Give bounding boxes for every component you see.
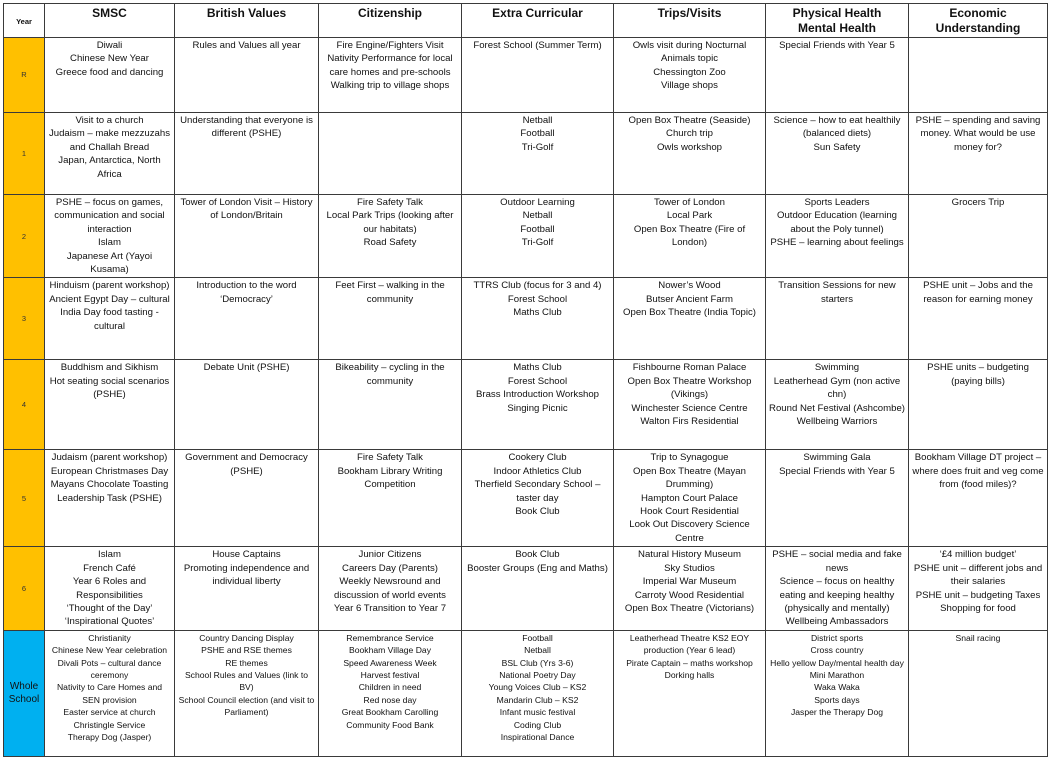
table-row [4,360,1048,450]
cell-line: Remembrance Service [346,632,434,643]
table-cell [614,630,766,756]
header-label: Economic [949,6,1007,20]
table-cell [614,195,766,278]
table-cell [766,450,909,547]
cell-line: Sports Leaders [804,197,870,208]
cell-line: Red nose day [363,694,417,705]
cell-line: Greece food and dancing [55,66,164,78]
cell-line: Community Food Bank [346,719,434,730]
cell-line: Fire Engine/Fighters Visit [336,40,444,51]
cell-line: Islam [98,237,121,249]
table-cell [614,113,766,195]
cell-line: PSHE unit – Jobs and the reason for earning money [923,280,1033,305]
table-cell [462,195,614,278]
cell-line: PSHE and RSE themes [201,645,292,656]
table-cell [319,278,462,360]
table-cell [909,278,1048,360]
header-label: Mental Health [797,21,876,35]
table-cell [462,547,614,630]
table-row [4,630,1048,756]
cell-line: Science – how to eat healthily (balanced diets) [773,115,901,140]
cell-line: Rules and Values all year [192,40,301,51]
cell-line: BSL Club (Yrs 3-6) [501,657,574,668]
table-cell [175,360,319,450]
table-cell [45,547,175,630]
year-cell: 6 [4,547,45,630]
cell-line: Buddhism and Sikhism [60,362,159,374]
cell-line: Tri-Golf [521,237,554,249]
year-cell: Whole School [4,630,45,756]
cell-line: Singing Picnic [507,402,568,414]
cell-line: Booster Groups (Eng and Maths) [467,562,608,574]
cell-line: Open Box Theatre (Seaside) [628,115,751,126]
column-header [45,4,175,38]
cell-line: Christianity [88,632,131,643]
cell-line: Shopping for food [940,602,1016,614]
table-cell [319,38,462,113]
cell-line: Swimming [814,362,860,374]
cell-line: Church trip [666,128,713,140]
table-cell [45,450,175,547]
cell-line: Special Friends with Year 5 [779,465,895,477]
cell-line: Debate Unit (PSHE) [203,362,290,374]
cell-line: PSHE unit – budgeting Taxes [915,589,1041,601]
cell-line: Islam [98,549,121,561]
cell-line: Wellbeing Warriors [796,416,878,428]
table-cell [462,450,614,547]
cell-line: India Day food tasting - cultural [60,307,159,332]
table-cell [909,38,1048,113]
cell-line: RE themes [225,657,268,668]
cell-line: Open Box Theatre Workshop (Vikings) [627,375,752,401]
cell-line: Look Out Discovery Science Centre [629,519,750,544]
cell-line: French Café [83,562,136,574]
cell-line: Owls visit during Nocturnal Animals topic [632,40,747,65]
table-cell [45,113,175,195]
cell-line: Wellbeing Ambassadors [785,616,889,628]
year-cell: 3 [4,278,45,360]
cell-line: Dorking halls [664,669,715,680]
table-cell [614,547,766,630]
cell-line: Promoting independence and individual liberty [183,562,310,588]
table-row [4,38,1048,113]
cell-line: Fishbourne Roman Palace [632,362,747,374]
table-cell [45,38,175,113]
cell-line: Feet First – walking in the community [335,280,445,305]
table-cell [45,278,175,360]
cell-line: Maths Club [513,307,562,319]
cell-line: Maths Club [513,362,562,374]
column-header [614,4,766,38]
header-label: British Values [206,6,287,20]
cell-line: Round Net Festival (Ashcombe) [769,402,905,414]
table-cell [175,450,319,547]
cell-line: Judaism (parent workshop) [51,452,168,464]
cell-line: Government and Democracy (PSHE) [185,452,308,477]
table-row [4,278,1048,360]
cell-line: Walking trip to village shops [330,80,450,92]
cell-line: Waka Waka [814,682,860,693]
table-row [4,450,1048,547]
cell-line: European Christmases Day [50,465,169,477]
cell-line: Local Park [666,210,713,222]
table-cell [175,547,319,630]
table-cell [319,113,462,195]
cell-line: Year 6 Roles and Responsibilities [72,576,147,601]
table-cell [462,630,614,756]
cell-line: House Captains [212,549,281,561]
cell-line: Trip to Synagogue [650,452,729,464]
cell-line: Chinese New Year [70,53,149,65]
cell-line: ‘£4 million budget’ [939,549,1017,561]
cell-line: Forest School (Summer Term) [473,40,602,51]
cell-line: Understanding that everyone is different (PSHE) [180,115,313,140]
cell-line: Netball [524,645,551,656]
column-header [175,4,319,38]
cell-line: Leadership Task (PSHE) [57,492,162,504]
cell-line: Open Box Theatre (Mayan Drumming) [633,465,746,491]
table-cell [614,38,766,113]
table-body [4,38,1048,757]
table-cell [614,278,766,360]
cell-line: Swimming Gala [803,452,871,464]
cell-line: Carroty Wood Residential [634,589,745,601]
cell-line: Therfield Secondary School – taster day [474,479,601,504]
cell-line: Book Club [515,549,560,561]
table-cell [766,113,909,195]
cell-line: Cookery Club [508,452,567,464]
cell-line: Bikeability – cycling in the community [335,362,445,387]
cell-line: Speed Awareness Week [343,657,437,668]
table-cell [45,630,175,756]
table-cell [319,450,462,547]
table-cell [319,547,462,630]
cell-line: Country Dancing Display [199,632,294,643]
cell-line: Forest School [507,375,568,387]
cell-line: Chinese New Year celebration [51,645,168,656]
cell-line: Fire Safety Talk [357,452,423,464]
cell-line: Imperial War Museum [642,576,737,588]
cell-line: Easter service at church [63,707,156,718]
cell-line: Fire Safety Talk [357,197,423,208]
cell-line: Year 6 Transition to Year 7 [333,602,447,614]
cell-line: Ancient Egypt Day – cultural [49,293,170,305]
cell-line: Grocers Trip [951,197,1005,208]
cell-line: Open Box Theatre (India Topic) [623,307,756,319]
cell-line: Japanese Art (Yayoi Kusama) [66,250,153,276]
year-cell: 1 [4,113,45,195]
cell-line: ‘Inspirational Quotes’ [64,616,155,628]
cell-line: Leatherhead Gym (non active chn) [773,375,901,401]
table-cell [319,630,462,756]
header-label: Extra Curricular [492,6,583,20]
cell-line: Therapy Dog (Jasper) [67,731,152,742]
cell-line: Local Park Trips (looking after our habitats) [326,210,454,235]
cell-line: Football [522,632,553,643]
cell-line: Special Friends with Year 5 [779,40,895,51]
table-cell [909,113,1048,195]
cell-line: Owls workshop [656,141,723,153]
cell-line: Hampton Court Palace [640,492,739,504]
cell-line: Netball [522,115,553,126]
cell-line: Outdoor Education (learning about the Poly tunnel) [777,210,897,235]
cell-line: PSHE – social media and fake news [772,549,902,574]
table-cell [766,547,909,630]
table-cell [175,630,319,756]
table-cell [462,38,614,113]
cell-line: Weekly Newsround and discussion of world events [334,576,446,601]
cell-line: Introduction to the word ‘Democracy’ [196,280,297,305]
cell-line: Natural History Museum [638,549,741,561]
cell-line: Nativity to Care Homes and SEN provision [56,682,163,705]
table-cell [45,360,175,450]
cell-line: National Poetry Day [499,669,576,680]
cell-line: Inspirational Dance [500,731,575,742]
cell-line: Divali Pots – cultural dance ceremony [57,657,162,680]
cell-line: District sports [810,632,864,643]
cell-line: Football [520,223,555,235]
cell-line: Nower’s Wood [658,280,721,292]
cell-line: Outdoor Learning [500,197,575,208]
curriculum-table [3,3,1048,757]
cell-line: Tower of London Visit – History of London/Britain [180,197,313,222]
cell-line: Japan, Antarctica, North Africa [58,155,161,180]
table-cell [909,360,1048,450]
cell-line: PSHE – spending and saving money. What would be use money for? [915,115,1041,153]
cell-line: ‘Thought of the Day’ [66,602,153,614]
cell-line: Careers Day (Parents) [342,562,438,574]
cell-line: PSHE unit – different jobs and their salaries [913,562,1043,588]
cell-line: Open Box Theatre (Victorians) [624,602,755,614]
cell-line: Christingle Service [73,719,146,730]
cell-line: Sports days [814,694,860,705]
table-cell [319,360,462,450]
table-cell [462,113,614,195]
cell-line: Forest School [507,293,568,305]
header-label: Physical Health [792,6,882,20]
header-label: Understanding [935,21,1021,35]
cell-line: TTRS Club (focus for 3 and 4) [473,280,602,292]
cell-line: PSHE – learning about feelings [770,237,904,249]
table-cell [766,195,909,278]
cell-line: Hinduism (parent workshop) [49,280,170,292]
table-cell [909,195,1048,278]
cell-line: Netball [522,210,553,222]
table-cell [175,38,319,113]
cell-line: Pirate Captain – maths workshop [626,657,753,668]
column-header [462,4,614,38]
cell-line: Transition Sessions for new starters [778,280,896,305]
table-cell [766,360,909,450]
cell-line: Bookham Village DT project – where does fruit and veg come from (food miles)? [912,452,1044,491]
table-cell [175,113,319,195]
cell-line: Open Box Theatre (Fire of London) [633,223,746,249]
cell-line: Bookham Village Day [348,645,431,656]
year-cell: 2 [4,195,45,278]
cell-line: Jasper the Therapy Dog [790,707,884,718]
year-cell: R [4,38,45,113]
cell-line: Hello yellow Day/mental health day [770,657,904,668]
table-row [4,547,1048,630]
table-cell [766,38,909,113]
column-header [766,4,909,38]
cell-line: Sun Safety [813,141,861,153]
table-cell [175,278,319,360]
cell-line: School Rules and Values (link to BV) [184,669,309,693]
column-header [909,4,1048,38]
year-cell: 5 [4,450,45,547]
cell-line: Chessington Zoo [653,66,726,78]
cell-line: Leatherhead Theatre KS2 EOY production (Year 6 lead) [629,632,750,656]
cell-line: Mandarin Club – KS2 [496,694,579,705]
cell-line: Road Safety [363,237,417,249]
cell-line: Tri-Golf [521,141,554,153]
table-cell [909,630,1048,756]
cell-line: Bookham Library Writing Competition [337,465,443,491]
year-cell: 4 [4,360,45,450]
table-cell [45,195,175,278]
header-label: Citizenship [357,6,422,20]
table-cell [614,450,766,547]
table-cell [462,360,614,450]
cell-line: Snail racing [955,632,1001,643]
cell-line: Tower of London [654,197,725,208]
table-cell [462,278,614,360]
cell-line: Science – focus on healthy eating and keeping healthy (physically and mentally) [779,576,895,614]
table-cell [766,630,909,756]
table-row [4,195,1048,278]
cell-line: Book Club [515,506,560,518]
cell-line: Walton Firs Residential [640,416,739,428]
cell-line: Children in need [358,682,422,693]
cell-line: Hook Court Residential [640,506,739,518]
cell-line: Junior Citizens [358,549,422,561]
cell-line: Winchester Science Centre [631,402,748,414]
cell-line: Mayans Chocolate Toasting [50,479,169,491]
cell-line: Great Bookham Carolling [341,707,439,718]
cell-line: Village shops [661,80,718,92]
cell-line: Cross country [810,645,864,656]
header-label: SMSC [92,6,127,20]
header-label: Trips/Visits [657,6,722,20]
table-cell [909,450,1048,547]
table-cell [319,195,462,278]
table-cell [175,195,319,278]
cell-line: Young Voices Club – KS2 [488,682,587,693]
cell-line: Nativity Performance for local care homes and pre-schools [327,53,453,78]
table-cell [909,547,1048,630]
table-cell [766,278,909,360]
table-cell [614,360,766,450]
cell-line: Visit to a church [75,115,144,126]
column-header [319,4,462,38]
cell-line: Football [520,128,555,140]
cell-line: Harvest festival [360,669,420,680]
cell-line: Infant music festival [499,707,576,718]
cell-line: PSHE – focus on games, communication and social interaction [54,197,165,235]
cell-line: School Council election (and visit to Parliament) [178,694,315,718]
header-label: Year [16,16,32,26]
cell-line: Hot seating social scenarios (PSHE) [49,375,170,401]
cell-line: Coding Club [513,719,562,730]
column-header-year [4,4,45,38]
cell-line: Indoor Athletics Club [493,465,582,477]
cell-line: Butser Ancient Farm [646,293,733,305]
cell-line: Sky Studios [664,562,715,574]
cell-line: Brass Introduction Workshop [476,389,599,401]
cell-line: PSHE units – budgeting (paying bills) [927,362,1029,387]
cell-line: Diwali [96,40,123,51]
cell-line: Mini Marathon [809,669,865,680]
cell-line: Judaism – make mezzuzahs and Challah Bread [48,128,171,153]
table-row [4,113,1048,195]
header-row [4,4,1048,38]
